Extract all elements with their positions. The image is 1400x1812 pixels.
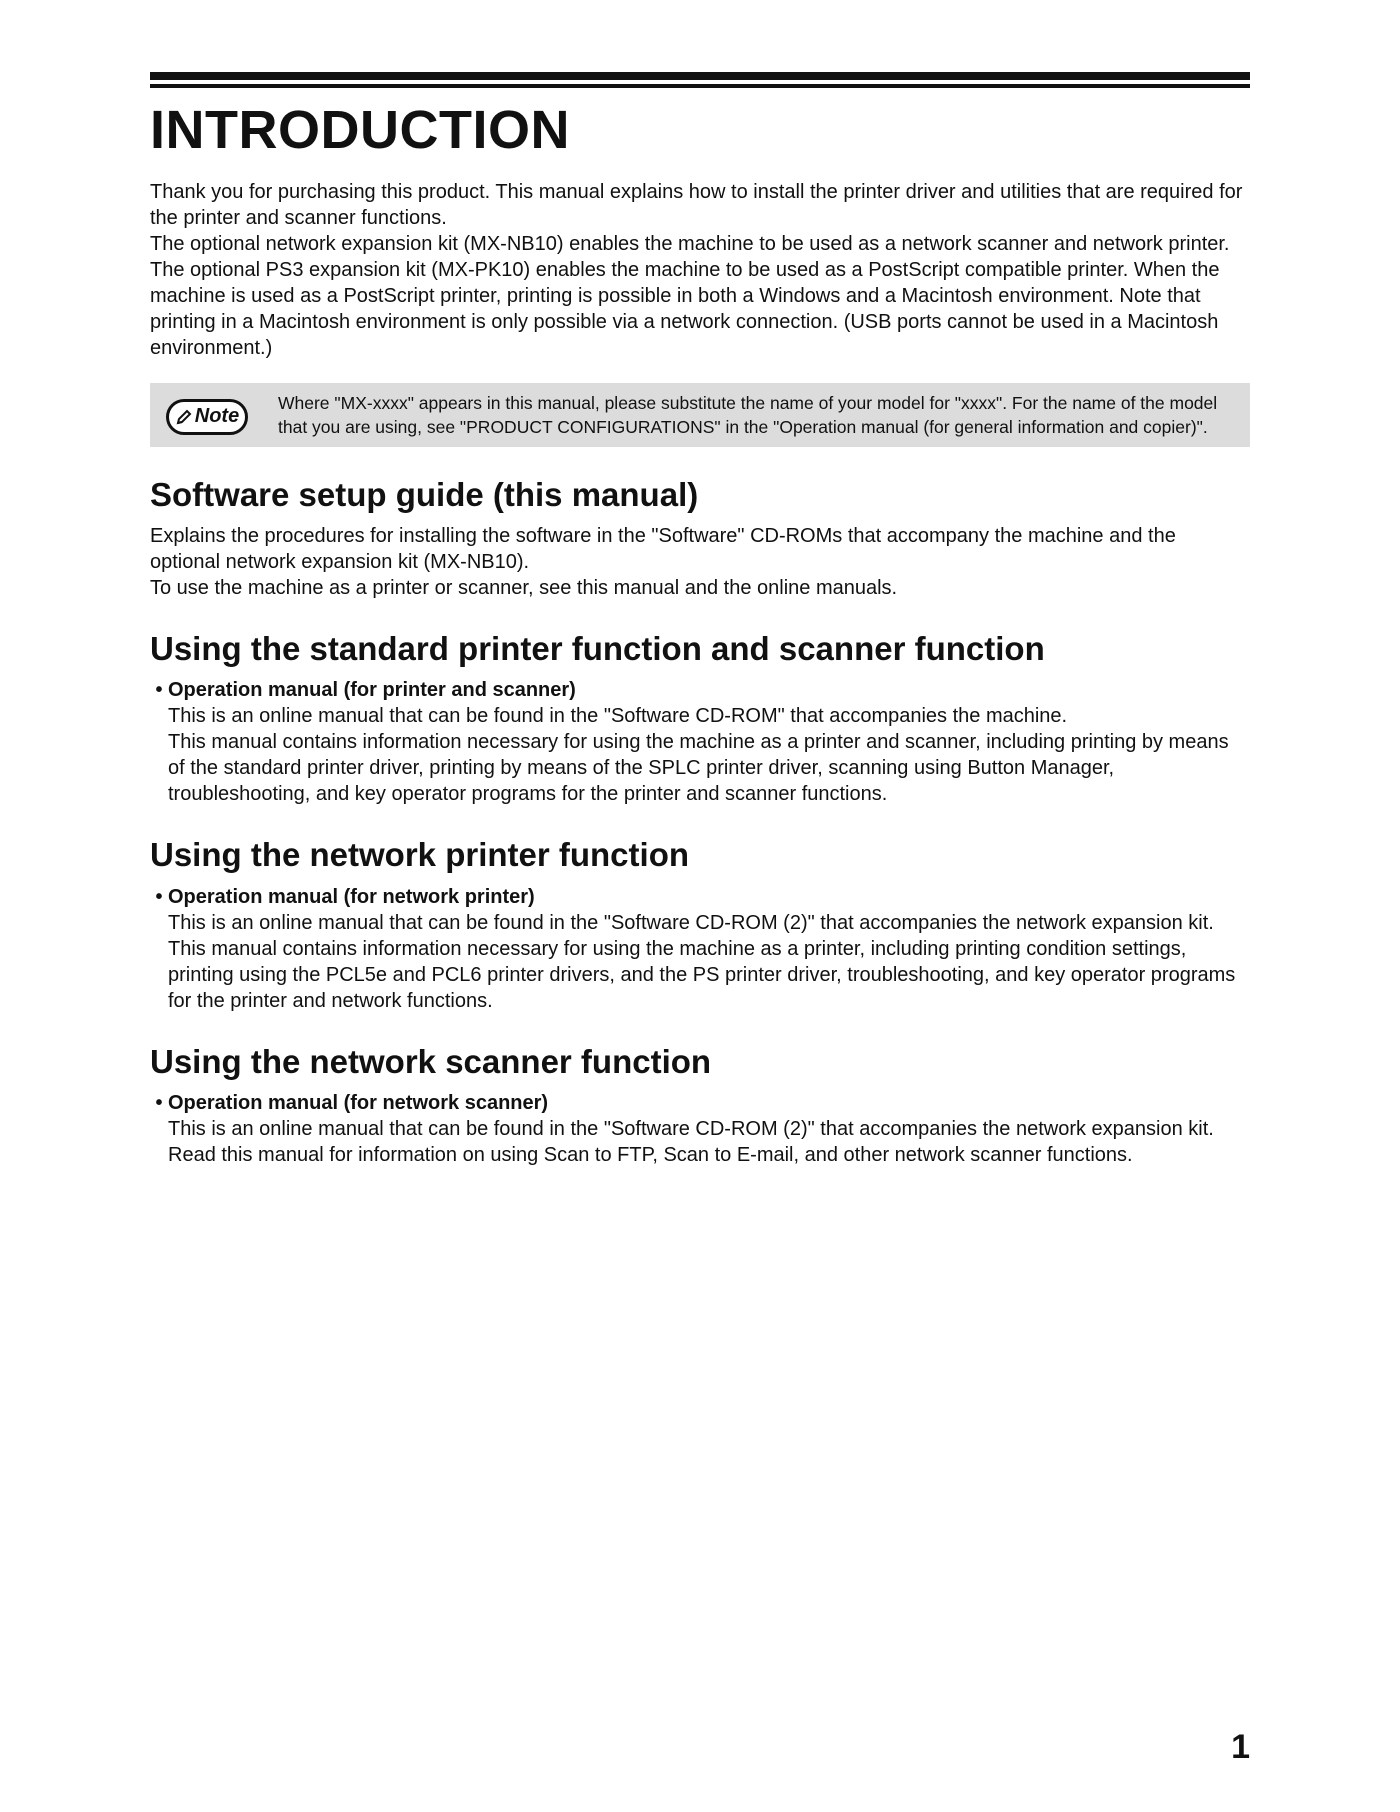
section-paragraph: To use the machine as a printer or scanner, see this manual and the online manuals. xyxy=(150,576,898,599)
section-heading-network-scanner: Using the network scanner function xyxy=(150,1042,712,1080)
intro-paragraph-1: Thank you for purchasing this product. This manual explains how to install the printer driver and utilities that are required for the printer and scanner functions. xyxy=(150,180,1243,229)
page-title: INTRODUCTION xyxy=(150,100,570,160)
note-badge xyxy=(166,399,248,435)
section-heading-software-setup-guide: Software setup guide (this manual) xyxy=(150,475,699,513)
top-rule-thin xyxy=(150,84,1250,88)
bullet-title: Operation manual (for printer and scanner) xyxy=(168,679,576,702)
bullet-paragraph: This manual contains information necessary for using the machine as a printer and scanner, including printing by means of the standard printer driver, printing by means of the SPLC printer driver, scanning using Button Manager, troubleshooting, and key operator programs for the printer and scanner functions. xyxy=(168,731,1229,806)
page-number: 1 xyxy=(1231,1728,1250,1766)
note-badge-label: Note xyxy=(194,405,240,428)
bullet-dot: • xyxy=(155,885,163,908)
section-paragraph: Explains the procedures for installing the software in the "Software" CD-ROMs that accompany the machine and the optional network expansion kit (MX-NB10). xyxy=(150,524,1176,573)
bullet-paragraph: This is an online manual that can be found in the "Software CD-ROM" that accompanies the machine. xyxy=(168,705,1068,728)
section-heading-network-printer: Using the network printer function xyxy=(150,836,690,874)
page-content xyxy=(150,72,1250,1168)
note-text: Where "MX-xxxx" appears in this manual, please substitute the name of your model for "xxxx". For the name of the model that you are using, see "PRODUCT CONFIGURATIONS" in the "Operation manual (for general information and copier)". xyxy=(278,392,1218,437)
bullet-title: Operation manual (for network scanner) xyxy=(168,1091,549,1114)
bullet-paragraph: This manual contains information necessary for using the machine as a printer, including printing condition settings, printing using the PCL5e and PCL6 printer drivers, and the PS printer driver, troubleshooting, and key operator programs for the printer and network functions. xyxy=(168,937,1236,1012)
section-heading-standard-printer-scanner: Using the standard printer function and scanner function xyxy=(150,629,1045,667)
note-box xyxy=(150,383,1250,447)
bullet-item xyxy=(150,677,1250,807)
intro-paragraph-2: The optional network expansion kit (MX-NB10) enables the machine to be used as a network scanner and network printer. The optional PS3 expansion kit (MX-PK10) enables the machine to be used as a PostScript compatible printer. When the machine is used as a PostScript printer, printing is possible in both a Windows and a Macintosh environment. Note that printing in a Macintosh environment is only possible via a network connection. (USB ports cannot be used in a Macintosh environment.) xyxy=(150,232,1230,359)
bullet-dot: • xyxy=(155,1091,163,1114)
pencil-icon xyxy=(175,408,193,426)
bullet-dot: • xyxy=(155,679,163,702)
bullet-paragraph: This is an online manual that can be found in the "Software CD-ROM (2)" that accompanies the network expansion kit. xyxy=(168,911,1214,934)
bullet-title: Operation manual (for network printer) xyxy=(168,885,535,908)
bullet-paragraph: This is an online manual that can be found in the "Software CD-ROM (2)" that accompanies the network expansion kit. xyxy=(168,1117,1214,1140)
bullet-item xyxy=(150,884,1250,1014)
top-rule-thick xyxy=(150,72,1250,80)
bullet-paragraph: Read this manual for information on using Scan to FTP, Scan to E-mail, and other network scanner functions. xyxy=(168,1143,1133,1166)
bullet-item xyxy=(150,1090,1250,1168)
